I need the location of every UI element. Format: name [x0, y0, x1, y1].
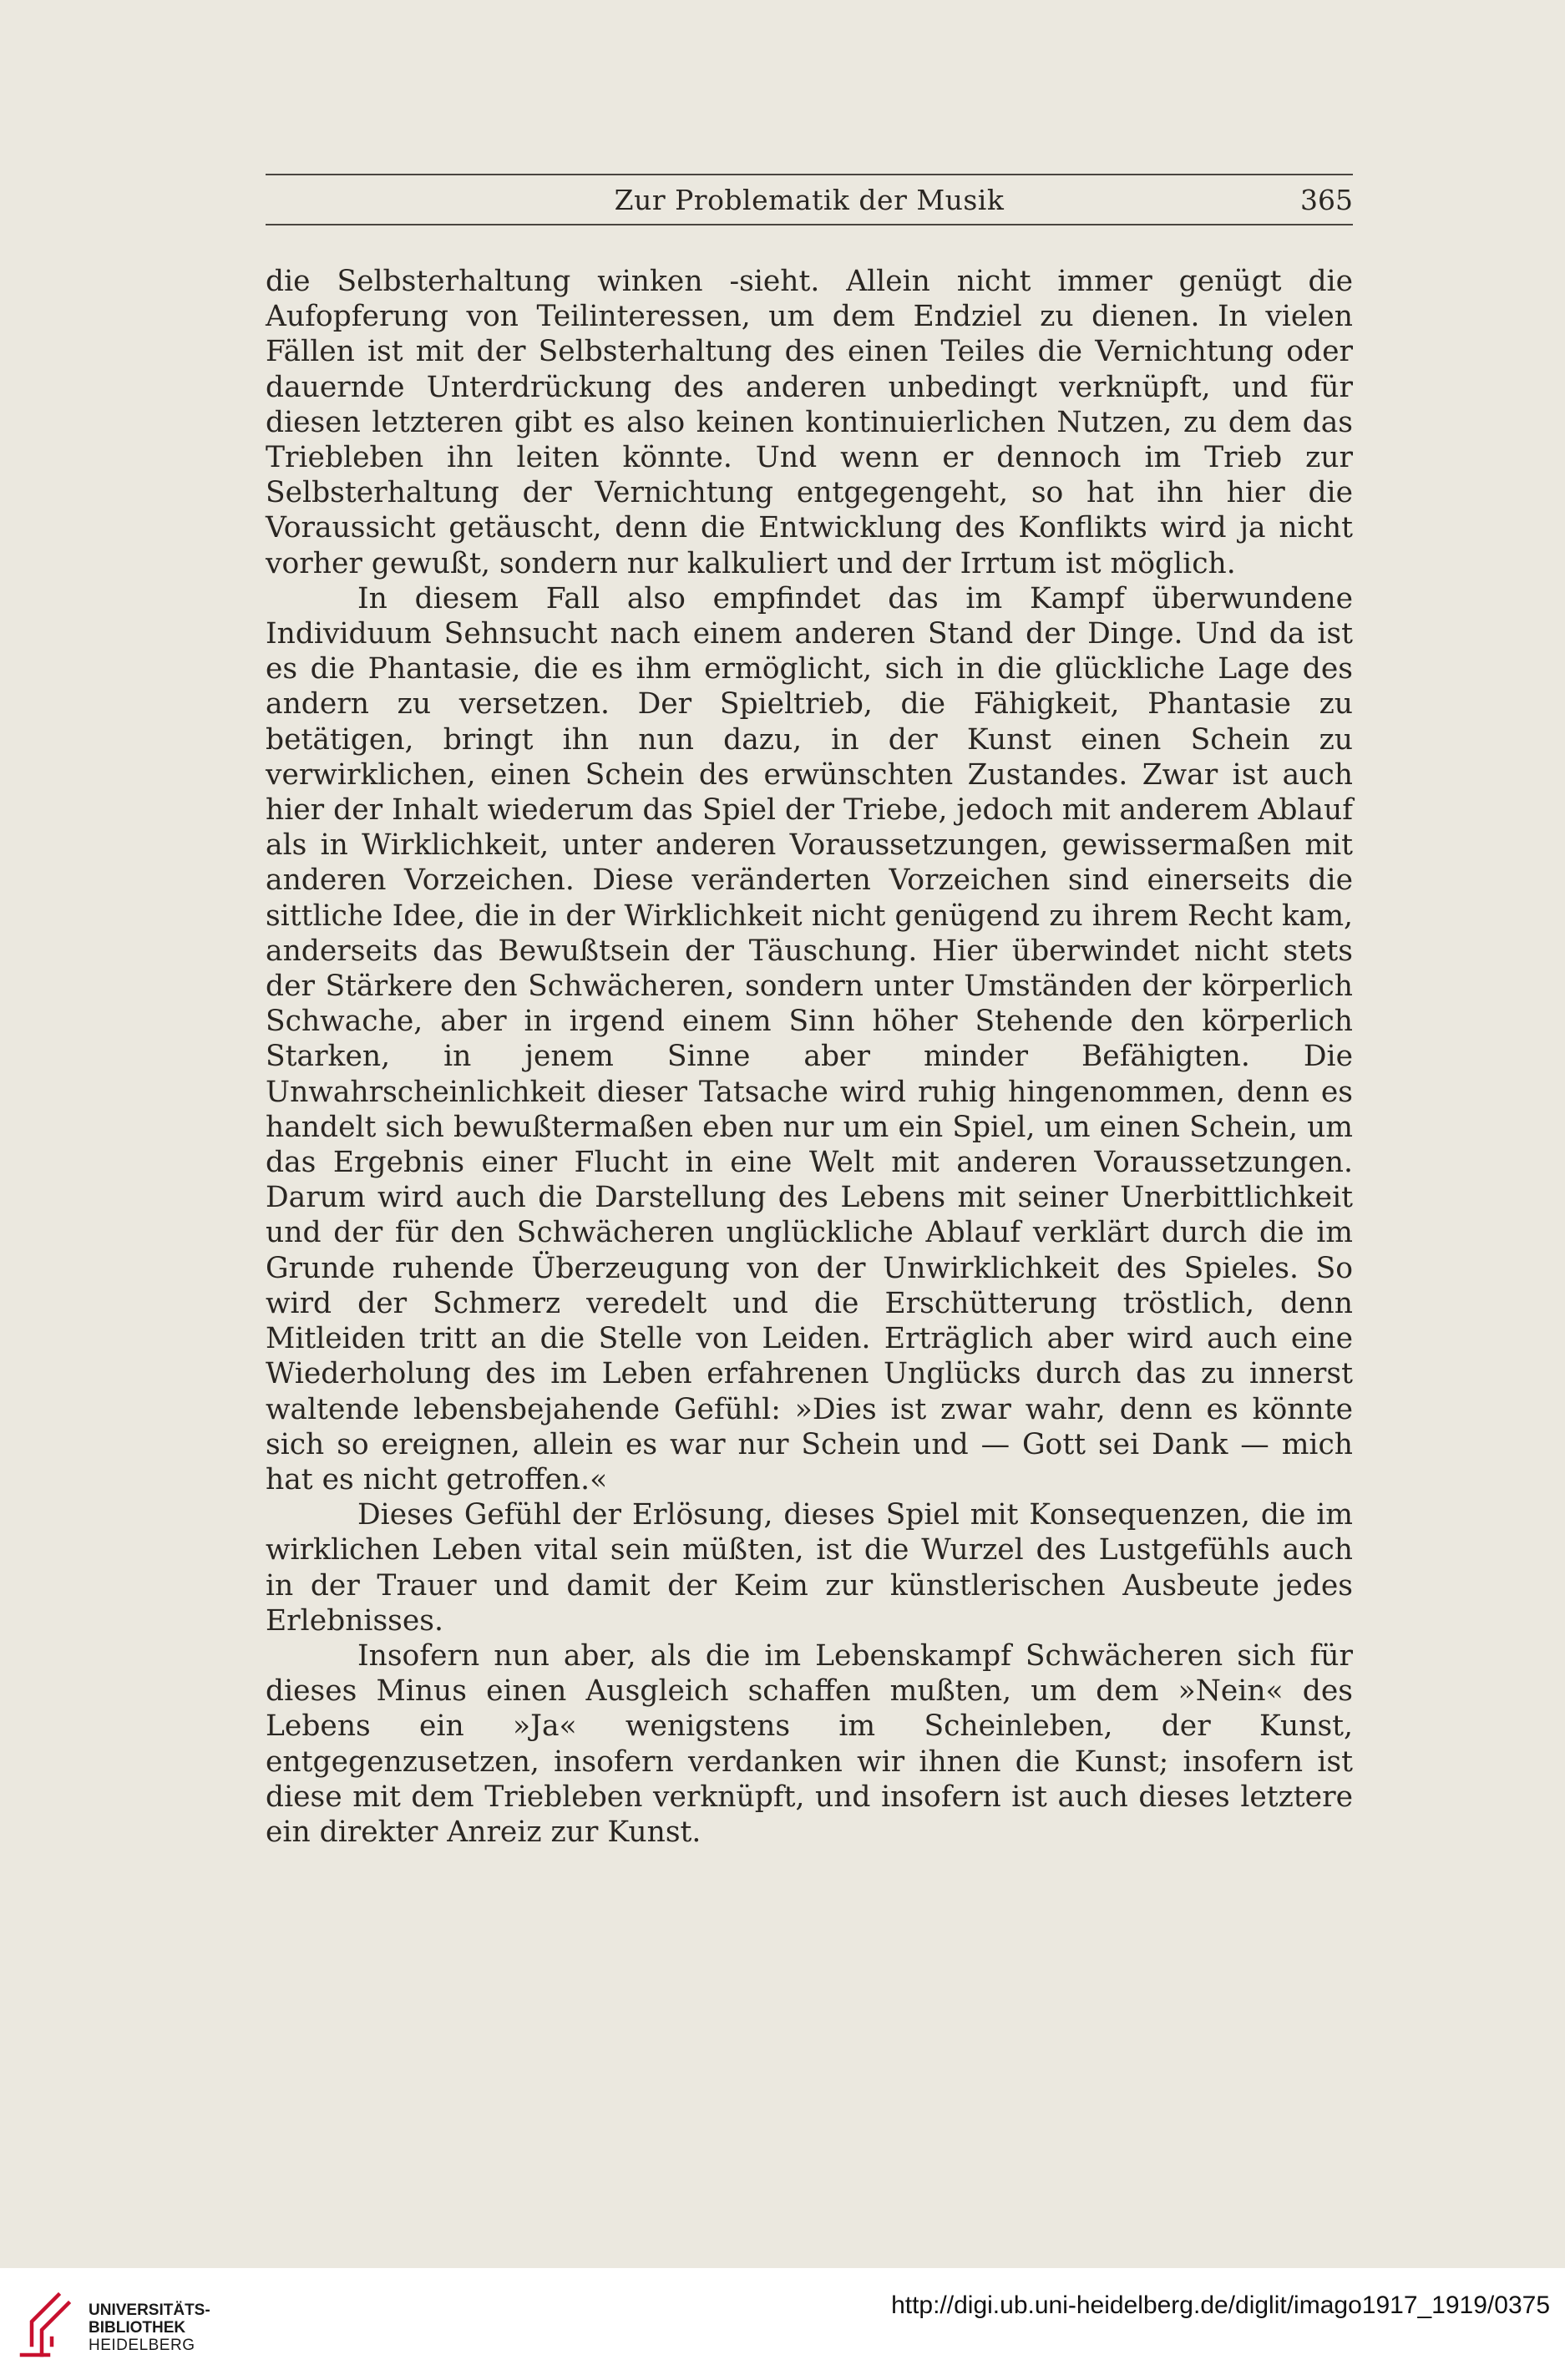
university-library-logo-icon	[15, 2283, 95, 2363]
paragraph-2: In diesem Fall also empfindet das im Kampf überwundene Individuum Sehnsucht nach einem anderen Stand der Dinge. Und da ist es die Phantasie, die es ihm ermöglicht, sich in die glückliche Lage des andern zu versetzen. Der Spieltrieb, die Fähigkeit, Phantasie zu betätigen, bringt ihn nun dazu, in der Kunst einen Schein zu verwirklichen, einen Schein des erwünschten Zustandes. Zwar ist auch hier der Inhalt wiederum das Spiel der Triebe, jedoch mit anderem Ablauf als in Wirklichkeit, unter anderen Voraussetzungen, gewissermaßen mit anderen Vorzeichen. Diese veränderten Vorzeichen sind einerseits die sittliche Idee, die in der Wirklichkeit nicht genügend zu ihrem Recht kam, anderseits das Bewußtsein der Täuschung. Hier überwindet nicht stets der Stärkere den Schwächeren, sondern unter Umständen der körperlich Schwache, aber in irgend einem Sinn höher Stehende den körperlich Starken, in jenem Sinne aber minder Befähigten. Die Unwahrscheinlichkeit dieser Tatsache wird ruhig hingenommen, denn es handelt sich bewußtermaßen eben nur um ein Spiel, um einen Schein, um das Ergebnis einer Flucht in eine Welt mit anderen Voraussetzungen. Darum wird auch die Darstellung des Lebens mit seiner Unerbittlichkeit und der für den Schwächeren unglückliche Ablauf verklärt durch die im Grunde ruhende Überzeugung von der Unwirklichkeit des Spieles. So wird der Schmerz veredelt und die Erschütterung tröstlich, denn Mitleiden tritt an die Stelle von Leiden. Erträglich aber wird auch eine Wiederholung des im Leben erfahrenen Unglücks durch das zu innerst waltende lebensbejahende Gefühl: »Dies ist zwar wahr, denn es könnte sich so ereignen, allein es war nur Schein und — Gott sei Dank — mich hat es nicht getroffen.«	[266, 581, 1353, 1496]
library-name-line2: BIBLIOTHEK	[89, 2319, 186, 2337]
running-title: Zur Problematik der Musik	[614, 184, 1005, 216]
library-name	[89, 2302, 210, 2354]
running-head	[266, 180, 1353, 220]
library-name-line3: HEIDELBERG	[89, 2337, 195, 2354]
header-bottom-rule	[266, 224, 1353, 225]
header-top-rule	[266, 174, 1353, 175]
paragraph-3: Dieses Gefühl der Erlösung, dieses Spiel mit Konsequenzen, die im wirklichen Leben vital sein müßten, ist die Wurzel des Lustgefühls auch in der Trauer und damit der Keim zur künstlerischen Ausbeute jedes Erlebnisses.	[266, 1498, 1353, 1638]
page-number: 365	[1300, 184, 1353, 216]
paragraph-1: die Selbsterhaltung winken -sieht. Allein nicht immer genügt die Aufopferung von Teilinteressen, um dem Endziel zu dienen. In vielen Fällen ist mit der Selbsterhaltung des einen Teiles die Vernichtung oder dauernde Unterdrückung des anderen unbedingt verknüpft, und für diesen letzteren gibt es also keinen kontinuierlichen Nutzen, zu dem das Triebleben ihn leiten könnte. Und wenn er dennoch im Trieb zur Selbsterhaltung der Vernichtung entgegengeht, so hat ihn hier die Voraussicht getäuscht, denn die Entwicklung des Konflikts wird ja nicht vorher gewußt, sondern nur kalkuliert und der Irrtum ist möglich.	[266, 265, 1353, 580]
digitization-footer	[0, 2268, 1565, 2380]
source-url-link[interactable]: http://digi.ub.uni-heidelberg.de/diglit/imago1917_1919/0375	[891, 2291, 1550, 2319]
paragraph-4: Insofern nun aber, als die im Lebenskampf Schwächeren sich für dieses Minus einen Ausgleich schaffen mußten, um dem »Nein« des Lebens ein »Ja« wenigstens im Scheinleben, der Kunst, entgegenzusetzen, insofern verdanken wir ihnen die Kunst; insofern ist diese mit dem Triebleben verknüpft, und insofern ist auch dieses letztere ein direkter Anreiz zur Kunst.	[266, 1638, 1353, 1849]
body-text	[266, 264, 1353, 1850]
library-name-line1: UNIVERSITÄTS-	[89, 2302, 210, 2319]
